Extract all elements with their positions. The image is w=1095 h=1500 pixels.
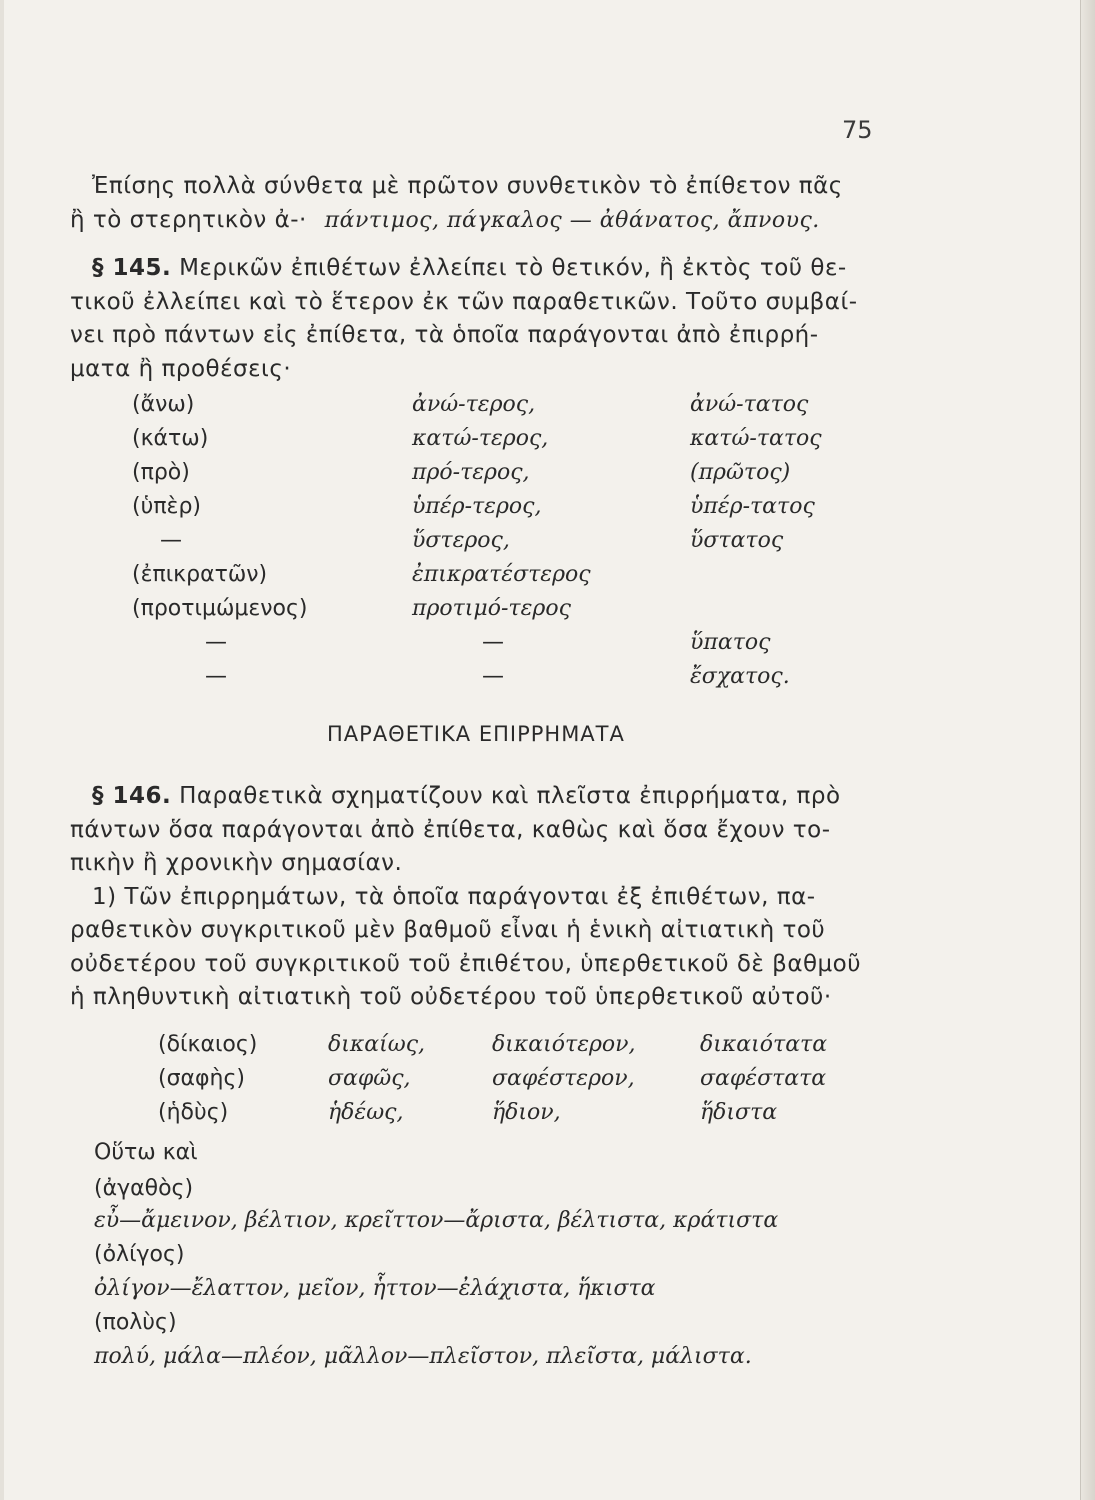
section-145-line-2: τικοῦ ἐλλείπει καὶ τὸ ἕτερον ἐκ τῶν παραθετικῶν. Τοῦτο συμβαί- [70, 288, 858, 315]
table-row: (σαφὴς) σαφῶς, σαφέστερον, σαφέστατα [158, 1066, 827, 1091]
polys-label: (πολὺς) [94, 1310, 177, 1335]
agathos-forms: εὖ—ἄμεινον, βέλτιον, κρεῖττον—ἄριστα, βέλτιστα, κράτιστα [94, 1208, 779, 1233]
polys-forms: πολύ, μάλα—πλέον, μᾶλλον—πλεῖστον, πλεῖστα, μάλιστα. [94, 1344, 752, 1369]
section-145 [70, 252, 858, 386]
section-145-line-3: νει πρὸ πάντων εἰς ἐπίθετα, τὰ ὁποῖα παράγονται ἀπὸ ἐπιρρή- [70, 322, 819, 348]
section-heading: ΠΑΡΑΘΕΤΙΚΑ ΕΠΙΡΡΗΜΑΤΑ [327, 722, 625, 746]
table-row: (ἡδὺς) ἡδέως, ἥδιον, ἥδιστα [158, 1100, 778, 1125]
intro-examples: πάντιμος, πάγκαλος — ἀθάνατος, ἄπνους. [324, 207, 820, 233]
table-row: — — ἔσχατος. [205, 664, 790, 689]
section-146-point-1-line-2: ραθετικὸν συγκριτικοῦ μὲν βαθμοῦ εἶναι ἡ ἑνικὴ αἰτιατικὴ τοῦ [70, 917, 826, 943]
section-146-point-1-line-3: οὐδετέρου τοῦ συγκριτικοῦ τοῦ ἐπιθέτου, ὑπερθετικοῦ δὲ βαθμοῦ [70, 950, 862, 977]
table-row: — — ὕπατος [205, 630, 771, 655]
page-edge-right [1080, 0, 1095, 1500]
section-145-line-4: ματα ἢ προθέσεις· [70, 355, 292, 382]
section-146-number: § 146. [92, 783, 172, 809]
oligos-forms: ὀλίγον—ἔλαττον, μεῖον, ἧττον—ἐλάχιστα, ἥκιστα [94, 1276, 656, 1301]
section-146-line-3: πικὴν ἢ χρονικὴν σημασίαν. [70, 850, 403, 876]
oligos-label: (ὀλίγος) [94, 1242, 185, 1267]
table-row: (πρὸ) πρό-τερος, (πρῶτος) [132, 460, 791, 485]
table-row: (προτιμώμενος) προτιμό-τερος [132, 596, 571, 621]
table-row: (ὑπὲρ) ὑπέρ-τερος, ὑπέρ-τατος [132, 494, 815, 519]
agathos-label: (ἀγαθὸς) [94, 1176, 194, 1201]
section-145-line-1: Μερικῶν ἐπιθέτων ἐλλείπει τὸ θετικόν, ἢ ἐκτὸς τοῦ θε- [179, 255, 847, 281]
table-row: (κάτω) κατώ-τερος, κατώ-τατος [132, 426, 822, 451]
section-146-point-1-line-1: 1) Τῶν ἐπιρρημάτων, τὰ ὁποῖα παράγονται ἐξ ἐπιθέτων, πα- [92, 883, 816, 910]
page-number: 75 [842, 116, 873, 144]
table-row: (ἄνω) ἀνώ-τερος, ἀνώ-τατος [132, 392, 809, 417]
irregular-intro: Οὕτω καὶ [94, 1140, 198, 1165]
intro-paragraph [70, 170, 843, 237]
table-row: (δίκαιος) δικαίως, δικαιότερον, δικαιότατα [158, 1032, 828, 1057]
intro-line-2: ἢ τὸ στερητικὸν ἀ-· πάντιμος, πάγκαλος — ἀθάνατος, ἄπνους. [70, 206, 820, 233]
section-146-line-2: πάντων ὅσα παράγονται ἀπὸ ἐπίθετα, καθὼς καὶ ὅσα ἔχουν το- [70, 816, 831, 843]
intro-line-1: Ἐπίσης πολλὰ σύνθετα μὲ πρῶτον συνθετικὸν τὸ ἐπίθετον πᾶς [92, 173, 843, 199]
table-row: (ἐπικρατῶν) ἐπικρατέστερος [132, 562, 591, 587]
table-row: — ὕστερος, ὕστατος [160, 528, 784, 553]
section-146-line-1: Παραθετικὰ σχηματίζουν καὶ πλεῖστα ἐπιρρήματα, πρὸ [179, 783, 841, 809]
section-146-point-1-line-4: ἡ πληθυντικὴ αἰτιατικὴ τοῦ οὐδετέρου τοῦ ὑπερθετικοῦ αὐτοῦ· [70, 984, 832, 1010]
page-edge-left [0, 0, 4, 1500]
section-146 [70, 780, 861, 1015]
section-145-number: § 145. [92, 255, 172, 281]
